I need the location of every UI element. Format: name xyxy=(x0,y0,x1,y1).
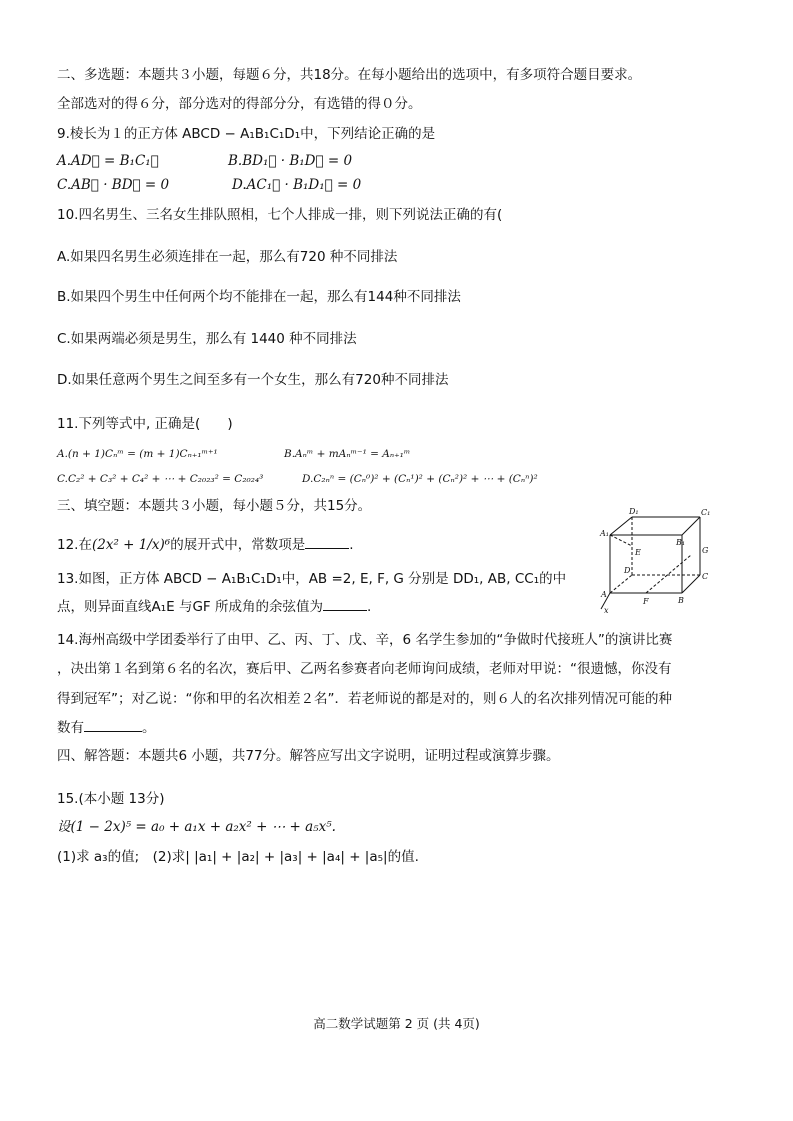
cube-edge xyxy=(610,517,632,535)
label-c: C xyxy=(702,572,709,581)
label-b: B xyxy=(678,596,684,605)
label-a1: A₁ xyxy=(600,529,609,538)
q9-option-a: A.AD⃗ = B₁C₁⃗ xyxy=(57,153,159,169)
label-e: E xyxy=(635,548,641,557)
q15-setup xyxy=(57,818,336,836)
q14-line4-text: 数有 xyxy=(57,720,84,736)
q9-stem: 9.棱长为１的正方体 ABCD − A₁B₁C₁D₁中，下列结论正确的是 xyxy=(57,126,436,142)
q13-answer-blank xyxy=(323,598,367,611)
q11-stem: 11.下列等式中, 正确是( ) xyxy=(57,416,233,432)
label-a: A xyxy=(601,590,607,599)
q12-expression: (2x² + 1/x)⁶ xyxy=(91,537,171,553)
q14-line3: 得到冠军”；对乙说：“你和甲的名次相差２名”．若老师说的都是对的，则６人的名次排列情况可能的种 xyxy=(57,691,672,707)
q13-line2: 点，则异面直线A₁E 与GF 所成角的余弦值为 . xyxy=(57,599,372,615)
cube-edge xyxy=(682,517,700,535)
q14-line1: 14.海州高级中学团委举行了由甲、乙、丙、丁、戊、辛，6 名学生参加的“争做时代接班人”的演讲比赛 xyxy=(57,632,673,648)
segment-gf xyxy=(646,555,691,593)
q11-option-b: B.Aₙᵐ + mAₙᵐ⁻¹ = Aₙ₊₁ᵐ xyxy=(284,448,411,460)
q10-option-c: C.如果两端必须是男生，那么有 1440 种不同排法 xyxy=(57,331,357,347)
q14-line2: ，决出第１名到第６名的名次，赛后甲、乙两名参赛者向老师询问成绩，老师对甲说：“很遗憾，你没有 xyxy=(57,661,672,677)
section3-heading: 三、填空题：本题共３小题，每小题５分，共15分。 xyxy=(57,498,372,514)
q14-line4: 数有 。 xyxy=(57,720,156,736)
label-x: x xyxy=(604,606,609,615)
q15-header: 15.(本小题 13分) xyxy=(57,791,165,807)
q12-text: 12.在(2x² + 1/x)⁶的展开式中，常数项是 . xyxy=(57,537,354,553)
q10-option-d: D.如果任意两个男生之间至多有一个女生，那么有720种不同排法 xyxy=(57,372,449,388)
label-g: G xyxy=(702,546,709,555)
cube-figure xyxy=(596,505,716,615)
section2-scoring: 全部选对的得６分，部分选对的得部分分，有选错的得０分。 xyxy=(57,96,422,112)
q11-option-d: D.C₂ₙⁿ = (Cₙ⁰)² + (Cₙ¹)² + (Cₙ²)² + ⋯ + (Cₙⁿ)² xyxy=(302,473,538,485)
q10-stem: 10.四名男生、三名女生排队照相，七个人排成一排，则下列说法正确的有( xyxy=(57,207,503,223)
q10-option-a: A.如果四名男生必须连排在一起，那么有720 种不同排法 xyxy=(57,249,398,265)
label-d1: D₁ xyxy=(629,507,639,516)
q15-setup-text: 设(1 − 2x)⁵ = a₀ + a₁x + a₂x² + ⋯ + a₅x⁵. xyxy=(57,819,336,835)
q9-option-c: C.AB⃗ · BD⃗ = 0 xyxy=(57,177,170,193)
q12-suffix: 的展开式中，常数项是 xyxy=(170,537,306,553)
label-c1: C₁ xyxy=(701,508,711,517)
q12-answer-blank xyxy=(305,536,349,549)
label-b1: B₁ xyxy=(676,538,686,547)
q11-option-c: C.C₂² + C₃² + C₄² + ⋯ + C₂₀₂₃² = C₂₀₂₄³ xyxy=(57,473,264,485)
q10-option-b: B.如果四个男生中任何两个均不能排在一起，那么有144种不同排法 xyxy=(57,289,461,305)
segment-a1e xyxy=(610,535,632,546)
q11-option-a: A.(n + 1)Cₙᵐ = (m + 1)Cₙ₊₁ᵐ⁺¹ xyxy=(57,448,218,460)
cube-hidden-edge xyxy=(610,575,632,593)
q9-option-b: B.BD₁⃗ · B₁D⃗ = 0 xyxy=(228,153,353,169)
q12-prefix: 12.在 xyxy=(57,537,92,553)
section4-heading: 四、解答题：本题共6 小题，共77分。解答应写出文字说明，证明过程或演算步骤。 xyxy=(57,748,560,764)
q13-line2-text: 点，则异面直线A₁E 与GF 所成角的余弦值为 xyxy=(57,599,323,615)
q9-option-d: D.AC₁⃗ · B₁D₁⃗ = 0 xyxy=(232,177,362,193)
q15-parts: (1)求 a₃的值; (2)求| |a₁| + |a₂| + |a₃| + |a₄| + |a₅|的值. xyxy=(57,849,419,865)
q13-line1: 13.如图，正方体 ABCD − A₁B₁C₁D₁中，AB =2, E, F, G 分别是 DD₁, AB, CC₁的中 xyxy=(57,571,567,587)
page-footer: 高二数学试题第 2 页 (共 4页) xyxy=(313,1016,480,1031)
label-f: F xyxy=(643,597,649,606)
q14-answer-blank xyxy=(84,719,142,732)
cube-edge xyxy=(682,575,700,593)
label-d: D xyxy=(624,566,631,575)
section2-heading: 二、多选题：本题共３小题，每题６分，共18分。在每小题给出的选项中，有多项符合题目要求。 xyxy=(57,67,642,83)
